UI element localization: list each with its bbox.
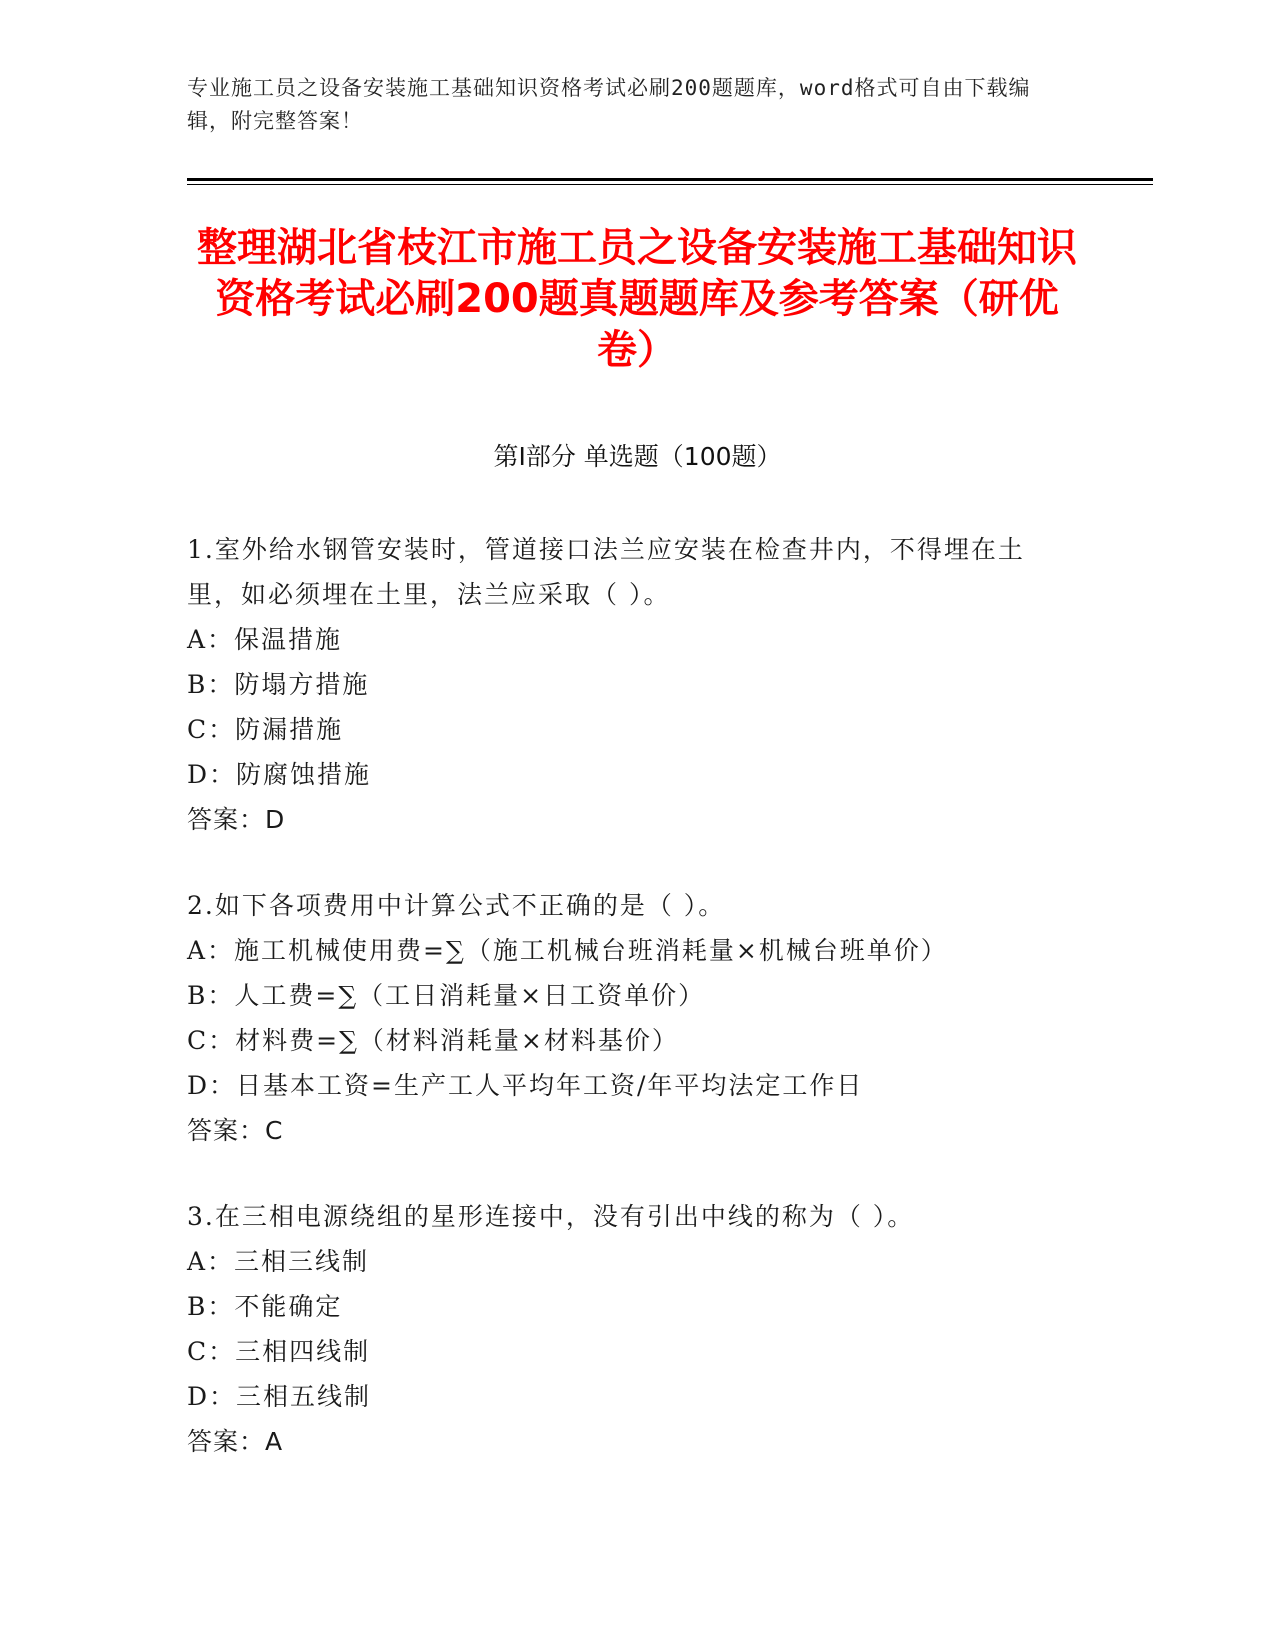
- option-c: C：防漏措施: [187, 715, 344, 744]
- header-divider-thick: [187, 178, 1153, 181]
- option-b: B：不能确定: [187, 1292, 343, 1321]
- option-a: A：施工机械使用费=∑（施工机械台班消耗量×机械台班单价）: [187, 936, 948, 965]
- answer-line: 答案：D: [187, 805, 286, 834]
- option-a: A：三相三线制: [187, 1247, 370, 1276]
- header-note: 专业施工员之设备安装施工基础知识资格考试必刷200题题库，word格式可自由下载编辑，附完整答案！: [187, 76, 1031, 133]
- question-item: [187, 883, 1067, 1153]
- header-divider-thin: [187, 184, 1153, 185]
- option-c: C：三相四线制: [187, 1337, 371, 1366]
- section-title: 第Ⅰ部分 单选题（100题）: [493, 442, 782, 471]
- question-item: [187, 1194, 1067, 1464]
- option-b: B：防塌方措施: [187, 670, 370, 699]
- option-c: C：材料费=∑（材料消耗量×材料基价）: [187, 1026, 679, 1055]
- option-d: D：防腐蚀措施: [187, 760, 372, 789]
- question-stem: 2.如下各项费用中计算公式不正确的是（ ）。: [187, 891, 726, 920]
- answer-line: 答案：A: [187, 1427, 284, 1456]
- question-stem: 1.室外给水钢管安装时，管道接口法兰应安装在检查井内，不得埋在土里，如必须埋在土里，法兰应采取（ ）。: [187, 535, 1025, 609]
- option-d: D：日基本工资=生产工人平均年工资/年平均法定工作日: [187, 1071, 864, 1100]
- document-title: 整理湖北省枝江市施工员之设备安装施工基础知识资格考试必刷200题真题题库及参考答案（研优卷）: [197, 225, 1077, 373]
- question-list: [187, 527, 1067, 1505]
- option-b: B：人工费=∑（工日消耗量×日工资单价）: [187, 981, 706, 1010]
- question-stem: 3.在三相电源绕组的星形连接中，没有引出中线的称为（ ）。: [187, 1202, 915, 1231]
- question-item: [187, 527, 1067, 842]
- option-a: A：保温措施: [187, 625, 343, 654]
- option-d: D：三相五线制: [187, 1382, 372, 1411]
- answer-line: 答案：C: [187, 1116, 284, 1145]
